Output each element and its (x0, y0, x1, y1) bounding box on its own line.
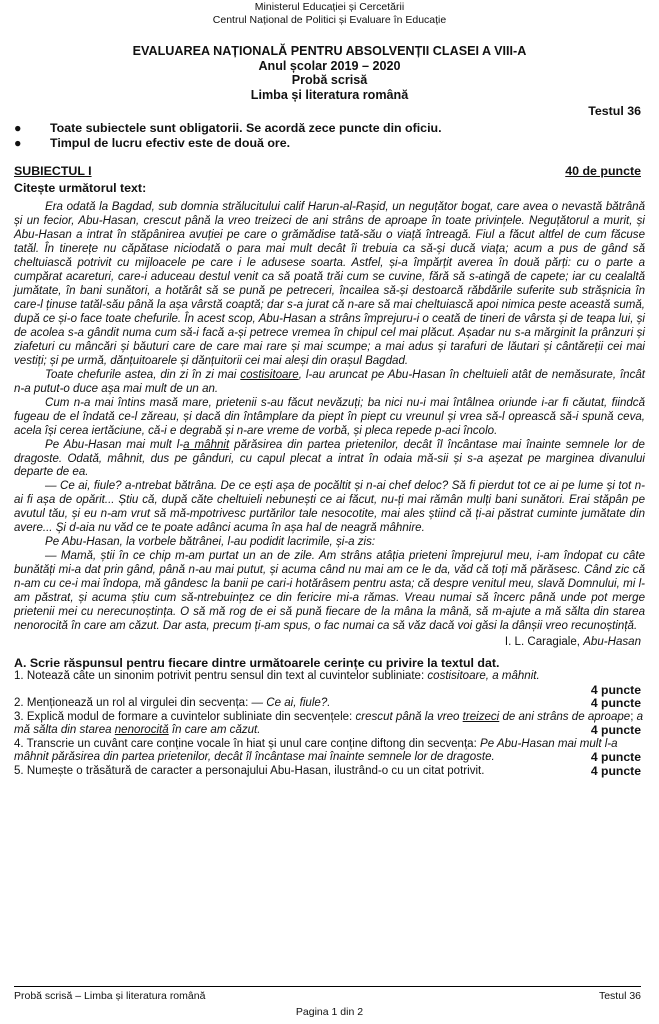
section-points: 40 de puncte (565, 164, 641, 179)
requirement-item: 5. Numește o trăsătură de caracter a personajului Abu-Hasan, ilustrând-o cu un citat potrivit. 4 puncte (14, 765, 645, 779)
text-paragraph: Era odată la Bagdad, sub domnia strălucitului calif Harun-al-Rașid, un neguțător bogat, care avea o nevastă bătrână și un fecior, Abu-Hasan, crescut până la vreo treizeci de ani strâns de aproape în toate privințele. Neguțătorul a murit, și Abu-Hasan a intrat în stăpânirea avuției pe care o grămădise tată-său o viață întreagă. Fiul a făcut altfel de cum făcuse tatăl. În tinerețe nu căpătase niciodată o para mai mult decât îi trebuia ca să-și ducă viața; acum a pus de gând să cheltuiască potrivit cu mijloacele pe care i le adusese soarta. Astfel, și-a împărțit averea în două părți: cu o parte a cumpărat acareturi, care-i aduceau destul venit ca să poată trăi cum se cuvine, fără să s-atingă de capete; iar cu cealaltă jumătate, în bani sunători, a hotărât să se pună pe petreceri, încailea să-și destoarcă răbdările suferite sub strășnicia în care-l ținuse tatăl-său până la așa vârstă coaptă; dar s-a jurat că n-are să mai cheltuiască apoi nimica peste această sumă, după ce și-o face toate chefurile. În acest scop, Abu-Hasan a strâns împrejuru-i o ceată de tineri de vârsta și de teapa lui, și de acolea s-a gândit numa cum să-i facă a-și petrece vremea în chipul cel mai plăcut. Așadar nu s-a mărginit la prânzuri și ziafeturi cu mâncări și băuturi care de care mai rare și mai scumpe; a mai adus și tarafuri de lăutari și cântăreții cei mai vestiți; și pe urmă, dănțuitoarele și dănțuitorii cei mai aleși din orașul Bagdad. (14, 201, 645, 367)
instructions (14, 121, 645, 151)
requirement-item: 3. Explică modul de formare a cuvintelor subliniate din secvențele: crescut până la vreo treizeci de ani strâns de aproape; a mă sălta din starea nenorocită în care am căzut. 4 puncte (14, 710, 644, 738)
exam-title-block (14, 44, 645, 102)
requirement-item: 2. Menționează un rol al virgulei din secvența: — Ce ai, fiule?. 4 puncte (14, 697, 645, 711)
exam-type: Probă scrisă (291, 73, 368, 88)
center-name: Centrul Național de Politici și Evaluare în Educație (212, 13, 447, 26)
exam-title: EVALUAREA NAȚIONALĂ PENTRU ABSOLVENȚII CLASEI A VIII-A (132, 44, 527, 58)
requirement-points: 4 puncte (590, 682, 641, 697)
requirement-points: 4 puncte (590, 723, 641, 738)
requirement-points: 4 puncte (590, 696, 641, 711)
requirement-item: 1. Notează câte un sinonim potrivit pentru sensul din text al cuvintelor subliniate: costisitoare, a mâhnit. 4 puncte (14, 670, 645, 697)
page-footer (14, 990, 641, 1002)
requirement-points: 4 puncte (590, 764, 641, 779)
section-heading (14, 164, 645, 178)
underlined-word: nenorocită (114, 724, 169, 737)
instruction-item: ● Toate subiectele sunt obligatorii. Se acordă zece puncte din oficiu. (14, 121, 442, 136)
text-paragraph: Pe Abu-Hasan mai mult l-a mâhnit părăsirea din partea prietenilor, decât îl încântase mai înainte semnele lor de dragoste. Odată, mâhnit, dus pe gânduri, cu capul plecat a intrat în odaia mă-sii și s-a așezat pe marginea divanului departe de ea. (14, 438, 645, 479)
text-paragraph: Pe Abu-Hasan, la vorbele bătrânei, l-au podidit lacrimile, și-a zis: (45, 536, 376, 549)
test-number: Testul 36 (588, 104, 641, 119)
section-a-heading: A. Scrie răspunsul pentru fiecare dintre următoarele cerințe cu privire la textul dat. (14, 655, 500, 670)
page-number: Pagina 1 din 2 (295, 1006, 364, 1018)
underlined-word: a mâhnit (183, 438, 230, 451)
requirements-list (14, 670, 645, 779)
underlined-word: treizeci (462, 710, 500, 723)
text-source: I. L. Caragiale, Abu-Hasan (504, 635, 641, 648)
bullet-icon: ● (14, 136, 22, 151)
read-instruction: Citește următorul text: (14, 181, 147, 196)
text-paragraph: Toate chefurile astea, din zi în zi mai costisitoare, l-au aruncat pe Abu-Hasan în cheltuieli atât de nemăsurate, încât n-a putut-o duce așa mai mult de un an. (14, 368, 645, 395)
text-paragraph: — Mamă, știi în ce chip m-am purtat un an de zile. Am strâns atâția prieteni împrejurul meu, i-am îndopat cu câte bunătăți mi-a dat prin gând, până n-au mai putut, și acuma când nu mai am ce le da, văd că toți mă părăsesc. Când zic că n-am cu ce-i mai îndopa, mă gândesc la banii pe cari-i hotărâsem pentru asta; că despre venitul meu, slavă Domnului, mi l-am păstrat, și acuma știu cum să-ntrebuințez ce din fericire mi-a rămas. Vreau numai să încerc până unde pot merge prietenii mei cu nerecunoștința. O să mă rog de ei să pună fiecare de la mâna la mână, să m-ajute a mă sălta din starea nenorocită în care am căzut. Dar asta, precum ți-am spus, o fac numai ca să văz dacă voi găsi la dânșii vreo recunoștință. (14, 550, 645, 632)
exam-subject: Limba și literatura română (250, 87, 409, 102)
footer-right: Testul 36 (598, 990, 641, 1002)
underlined-word: costisitoare (240, 368, 299, 381)
text-paragraph: Cum n-a mai întins masă mare, prietenii s-au făcut nevăzuți; ba nici nu-i mai întâlnea oriunde i-ar fi căutat, fiindcă fugeau de el îndată ce-l zăreau, și dacă din întâmplare da piept în piept cu vreunul și vrea să-l oprească să-i spună ceva, acela își cerea iertăciune, că-i e degrabă și n-are vreme de vorbă, și pleca repede p-aci încolo. (14, 396, 645, 437)
text-paragraph: — Ce ai, fiule? a-ntrebat bătrâna. De ce ești așa de pocăltit și n-ai chef deloc? Să fi pierdut tot ce ai pe lume și tot n-ai fi așa de opărit... Știu că, după căte cheltuieli nebunești ce ai făcut, nu-ți mai rămân mulți bani sunători. Erai stăpân pe avutul tău, și eu n-am vrut să mă-mpotrivesc purtărilor tale nesocotite, mai ales știind că ți-ai păstrat cuminte jumătate din avere... Și d-aia nu văd ce te poate adânci acuma în așa hal de neagră mâhnire. (14, 480, 645, 535)
section-title: SUBIECTUL I (14, 164, 92, 179)
literary-text (14, 201, 645, 634)
school-year: Anul școlar 2019 – 2020 (258, 58, 401, 73)
footer-divider (14, 986, 641, 987)
requirement-points: 4 puncte (590, 750, 641, 765)
footer-left: Probă scrisă – Limba și literatura română (14, 990, 206, 1002)
bullet-icon: ● (14, 121, 22, 136)
requirement-item: 4. Transcrie un cuvânt care conține vocale în hiat și unul care conține diftong din secvența: Pe Abu-Hasan mai mult l-a mâhnit părăsirea din partea prietenilor, decât îl încântase mai înainte semnele lor de dragoste. 4 puncte (14, 738, 645, 765)
ministry-name: Ministerul Educației și Cercetării (254, 1, 405, 13)
instruction-item: ● Timpul de lucru efectiv este de două ore. (14, 136, 291, 151)
